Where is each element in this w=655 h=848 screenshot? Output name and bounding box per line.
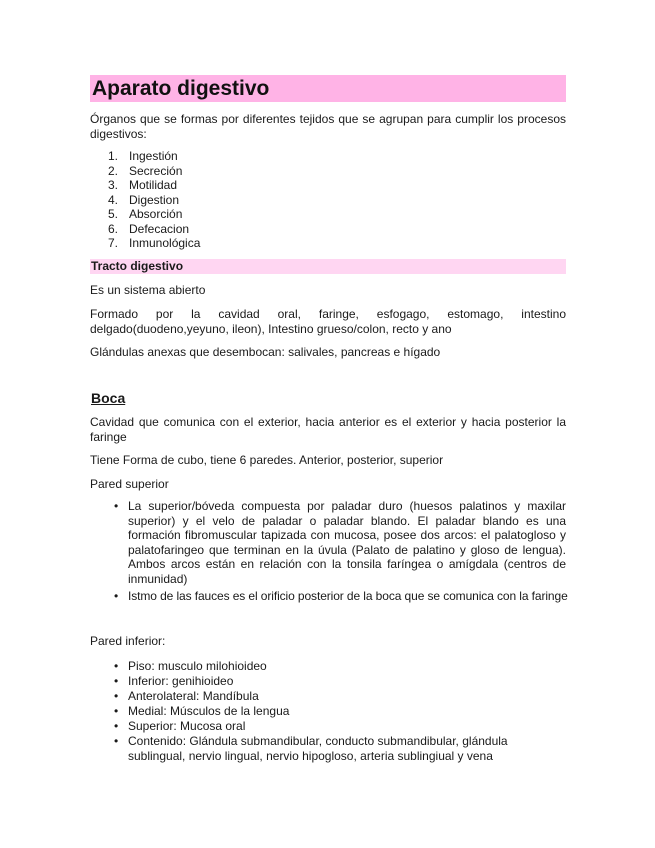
bullet-icon: • — [114, 734, 119, 748]
list-item: • La superior/bóveda compuesta por paladar duro (huesos palatinos y maxilar superior) y el velo de paladar o paladar blando. El paladar blando es una formación fibromuscular tapizada con mucosa, posee dos arcos: el palatogloso y palatofaringeo que terminan en la úvula (Palato de palatino y gloso de lengua). Ambos arcos están en relación con la tonsila faríngea o amígdala (centros de inmunidad) — [114, 499, 566, 586]
list-item: • Contenido: Glándula submandibular, conducto submandibular, glándula sublingual, nervio lingual, nervio hipogloso, arteria sublingiual y vena — [114, 734, 508, 763]
boca-heading: Boca — [91, 390, 126, 406]
list-item: 2. Secreción — [108, 163, 183, 178]
list-item: 4. Digestion — [108, 192, 180, 207]
intro-paragraph: Órganos que se formas por diferentes tejidos que se agrupan para cumplir los procesos digestivos: — [90, 112, 566, 141]
boca-paragraph-2: Tiene Forma de cubo, tiene 6 paredes. Anterior, posterior, superior — [90, 453, 444, 467]
pared-superior-label: Pared superior — [90, 477, 169, 491]
bullet-icon: • — [114, 659, 119, 673]
process-list — [108, 149, 200, 251]
pared-superior-list — [114, 499, 566, 604]
list-item: • Inferior: genihioideo — [114, 674, 234, 688]
pared-inferior-label: Pared inferior: — [90, 634, 166, 648]
list-item: 3. Motilidad — [108, 178, 178, 192]
bullet-icon: • — [114, 719, 119, 733]
tracto-heading-highlight — [90, 259, 566, 274]
page-title: Aparato digestivo — [92, 77, 270, 100]
list-item: 1. Ingestión — [108, 149, 178, 163]
bullet-icon: • — [114, 499, 119, 513]
tracto-paragraph-3: Glándulas anexas que desembocan: salivales, pancreas e hígado — [90, 345, 441, 359]
list-item: 7. Inmunológica — [108, 236, 201, 250]
list-item: • Anterolateral: Mandíbula — [114, 689, 259, 703]
tracto-paragraph-2-line-1: Formado por la cavidad oral, faringe, esfogago, estomago, intestino — [90, 307, 566, 321]
bullet-icon: • — [114, 588, 119, 603]
title-highlight — [90, 75, 566, 102]
list-item: • Superior: Mucosa oral — [114, 719, 246, 733]
bullet-icon: • — [114, 689, 119, 703]
list-item: • Medial: Músculos de la lengua — [114, 704, 290, 718]
tracto-paragraph-1: Es un sistema abierto — [90, 283, 206, 297]
bullet-icon: • — [114, 704, 119, 718]
boca-paragraph-1: Cavidad que comunica con el exterior, hacia anterior es el exterior y hacia posterior la faringe — [90, 415, 566, 444]
list-item: 6. Defecacion — [108, 221, 190, 236]
bullet-icon: • — [114, 674, 119, 688]
list-item: • Istmo de las fauces es el orificio posterior de la boca que se comunica con la faringe — [114, 588, 568, 603]
tracto-heading: Tracto digestivo — [91, 259, 184, 273]
list-item: 5. Absorción — [108, 207, 183, 221]
list-item: • Piso: musculo milohioideo — [114, 659, 267, 673]
pared-inferior-list — [114, 659, 566, 764]
tracto-paragraph-2-line-2: delgado(duodeno,yeyuno, ileon), Intestino grueso/colon, recto y ano — [90, 322, 452, 336]
